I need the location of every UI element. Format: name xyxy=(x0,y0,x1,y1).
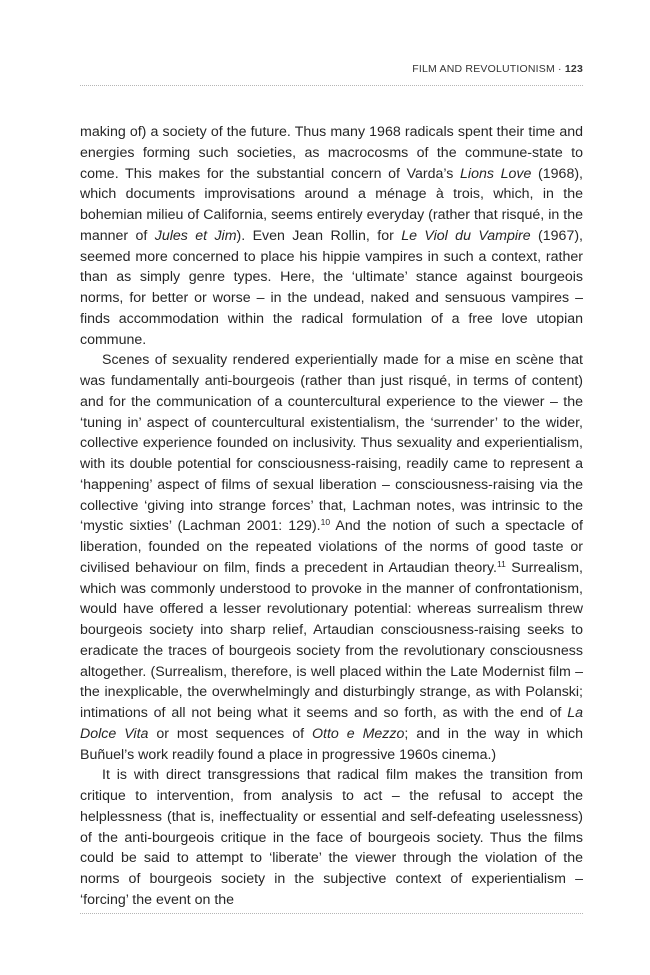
body-text xyxy=(80,122,583,911)
film-title: Jules et Jim xyxy=(154,227,237,244)
text-run: Surrealism, which was commonly understood to provoke in the manner of confrontationism, would have offered a lesser revolutionary potential: whereas surrealism threw bourgeois society into sharp relief, Artaudian consciousness-raising seeks to eradicate the traces of bourgeois society from the revolutionary consciousness altogether. (Surrealism, therefore, is well placed within the Late Modernist film – the inexplicable, the overwhelmingly and disturbingly strange, as with Polanski; intimations of all not being what it seems and so forth, as with the end of xyxy=(80,559,583,721)
header-rule xyxy=(80,85,583,86)
text-run: ). Even Jean Rollin, for xyxy=(236,227,402,244)
text-run: It is with direct transgressions that radical film makes the transition from critique to intervention, from analysis to act – the refusal to accept the helplessness (that is, ineffectuality or essential and self-defeating uselessness) of the anti-bourgeois critique in the face of bourgeois society. Thus the films could be said to attempt to ‘liberate’ the viewer through the violation of the norms of bourgeois society in the subjective context of experientialism – ‘forcing’ the event on the xyxy=(80,767,583,908)
running-header xyxy=(412,63,583,75)
text-run: And the notion of such a spectacle of liberation, founded on the repeated violations of the norms of good taste or civilised behaviour on film, finds a precedent in Artaudian theory. xyxy=(80,518,583,576)
header-separator: · xyxy=(554,63,565,75)
footnote-marker[interactable]: 11 xyxy=(496,558,506,569)
paragraph-3 xyxy=(80,765,583,910)
text-run: Scenes of sexuality rendered experientially made for a mise en scène that was fundamentally anti-bourgeois (rather than just risqué, in terms of content) and for the communication of a countercultural experience to the viewer – the ‘tuning in’ aspect of countercultural existentialism, the ‘surrender’ to the wider, collective experience founded on inclusivity. Thus sexuality and experientialism, with its double potential for consciousness-raising, readily came to represent a ‘happening’ aspect of films of sexual liberation – consciousness-raising via the collective ‘giving into strange forces’ that, Lachman notes, was intrinsic to the ‘mystic sixties’ (Lachman 2001: 129). xyxy=(80,352,583,535)
paragraph-1 xyxy=(80,122,583,350)
text-run: ; and in the way in which Buñuel’s work readily found a place in progressive 1960s cinema.) xyxy=(80,725,584,763)
footer-rule xyxy=(80,913,583,914)
text-run: or most sequences of xyxy=(148,725,312,742)
running-title: FILM AND REVOLUTIONISM xyxy=(412,63,555,75)
footnote-marker[interactable]: 10 xyxy=(320,517,331,528)
film-title: La Dolce Vita xyxy=(80,705,583,742)
text-run: making of) a society of the future. Thus many 1968 radicals spent their time and energies forming such societies, as macrocosms of the commune-state to come. This makes for the substantial concern of Varda’s xyxy=(80,124,583,182)
film-title: Le Viol du Vampire xyxy=(401,227,531,244)
text-run: (1967), seemed more concerned to place his hippie vampires in such a context, rather than as simply genre types. Here, the ‘ultimate’ stance against bourgeois norms, for better or worse – in the undead, naked and sensuous vampires – finds accommodation within the radical formulation of a free love utopian commune. xyxy=(80,227,583,348)
film-title: Otto e Mezzo xyxy=(312,725,405,742)
film-title: Lions Love xyxy=(460,165,532,182)
paragraph-2 xyxy=(80,350,583,765)
text-run: (1968), which documents improvisations around a ménage à trois, which, in the bohemian milieu of California, seems entirely everyday (rather that risqué, in the manner of xyxy=(80,165,583,244)
page-number: 123 xyxy=(564,63,583,75)
